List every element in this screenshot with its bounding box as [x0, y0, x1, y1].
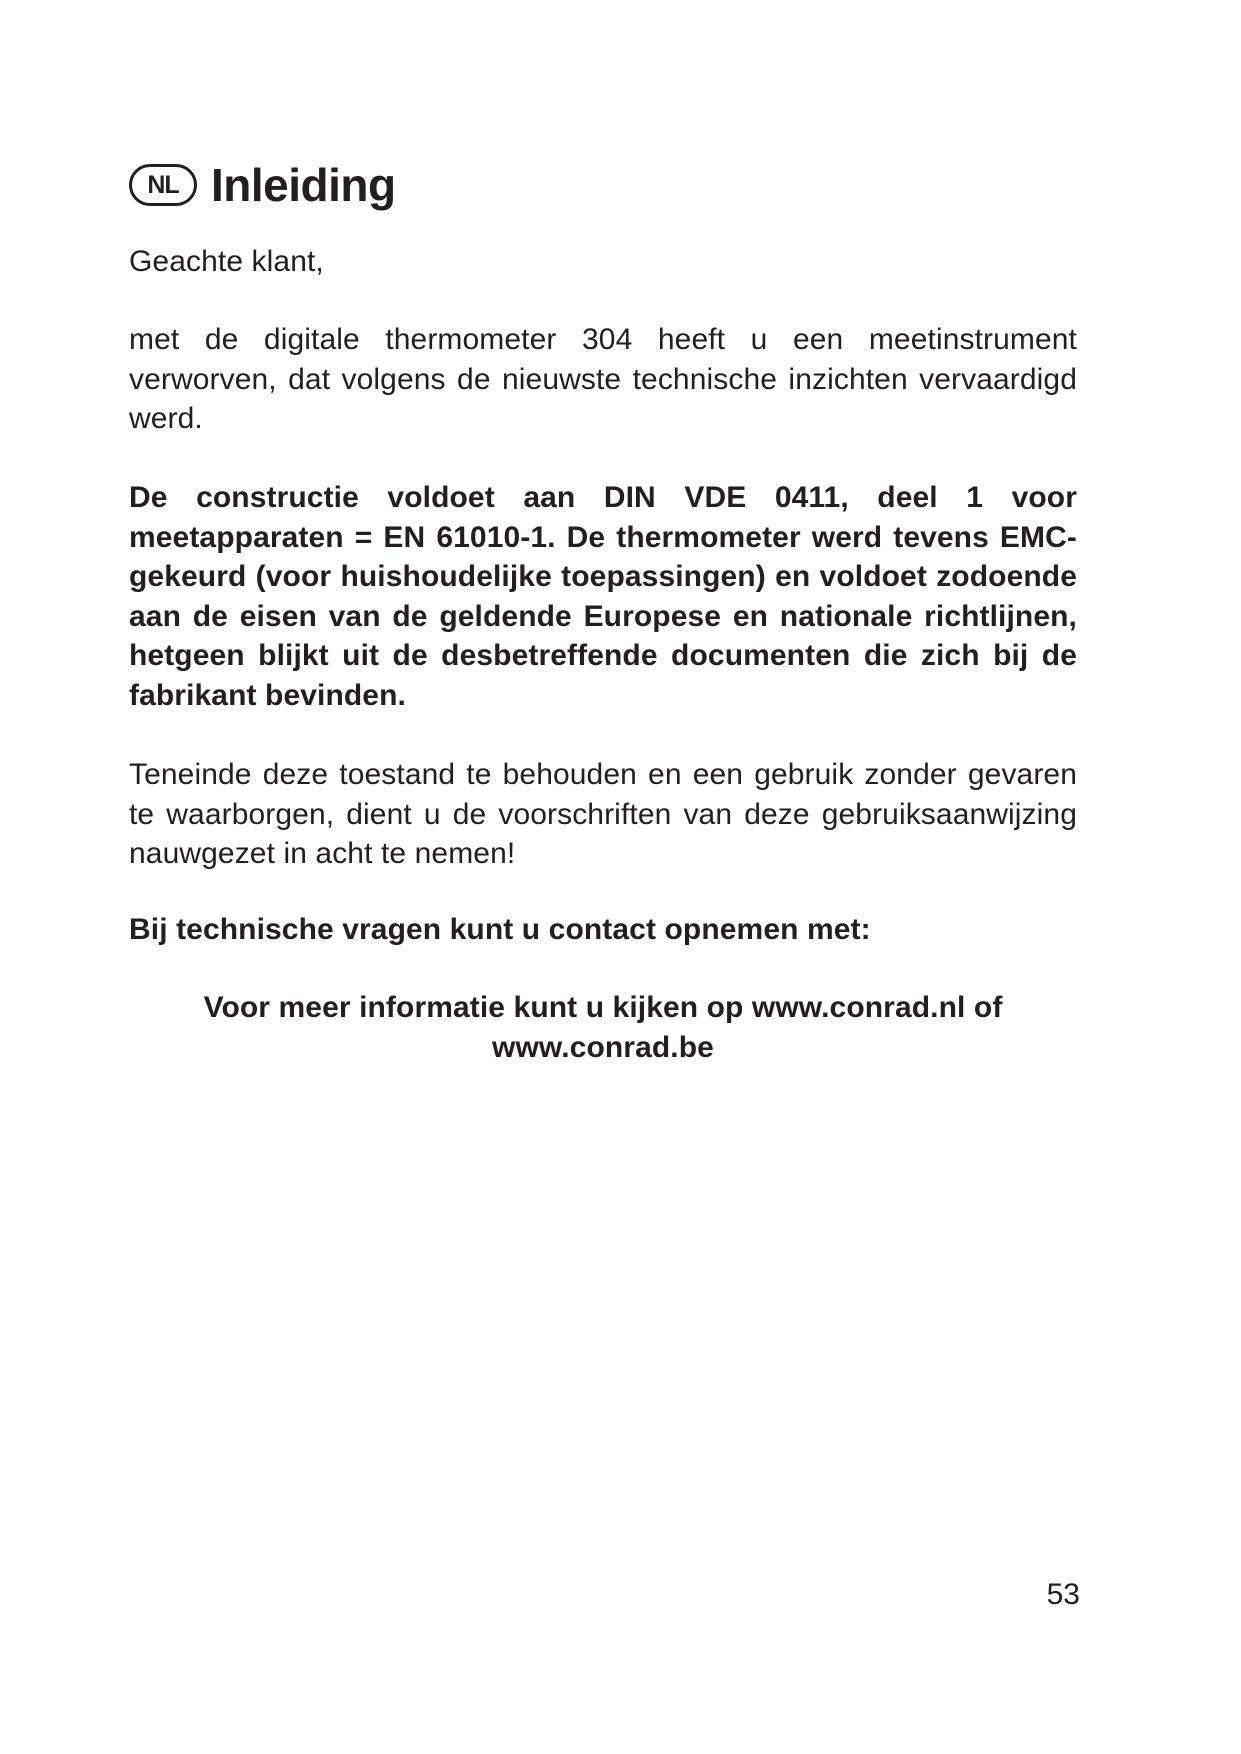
contact-line: Bij technische vragen kunt u contact opnemen met:: [129, 913, 871, 946]
intro-paragraph: met de digitale thermometer 304 heeft u een meetinstrument verworven, dat volgens de nieuwste technische inzichten vervaardigd werd.: [129, 323, 1077, 435]
page-heading: [129, 150, 1077, 220]
page-title: Inleiding: [211, 159, 396, 211]
salutation: Geachte klant,: [129, 245, 324, 278]
more-info-line1: Voor meer informatie kunt u kijken op www.conrad.nl of: [203, 991, 1003, 1024]
more-info: [129, 988, 1077, 1067]
usage-paragraph: Teneinde deze toestand te behouden en een gebruik zonder gevaren te waarborgen, dient u de voorschriften van deze gebruiksaanwijzing nauwgezet in acht te nemen!: [129, 758, 1077, 870]
more-info-link: www.conrad.be: [492, 1030, 714, 1064]
document-page: [129, 150, 1077, 1064]
compliance-paragraph: De constructie voldoet aan DIN VDE 0411, deel 1 voor meetapparaten = EN 61010-1. De thermometer werd tevens EMC-gekeurd (voor huishoudelijke toepassingen) en voldoet zodoende aan de eisen van de geldende Europese en nationale richtlijnen, hetgeen blijkt uit de desbetreffende documenten die zich bij de fabrikant bevinden.: [129, 481, 1077, 712]
page-number: 53: [1046, 1578, 1080, 1611]
language-badge: NL: [129, 164, 197, 206]
